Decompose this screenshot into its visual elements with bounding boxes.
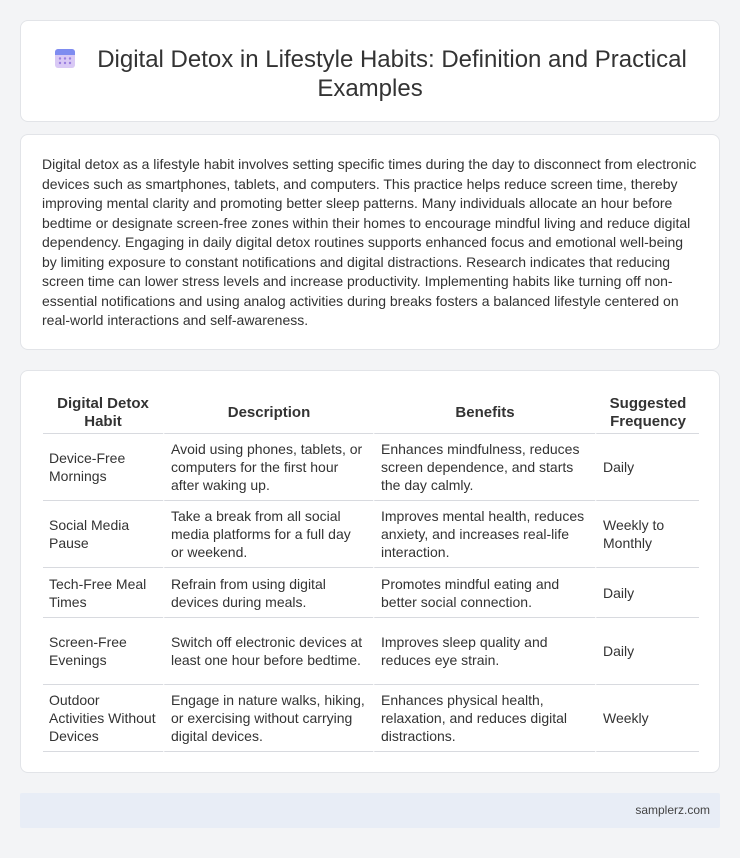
footer-brand: samplerz.com bbox=[635, 803, 710, 817]
cell-description: Switch off electronic devices at least one hour before bedtime. bbox=[163, 618, 373, 685]
page-title bbox=[41, 45, 699, 103]
header-benefits: Benefits bbox=[373, 393, 595, 434]
cell-frequency: Daily bbox=[595, 434, 699, 501]
header-card bbox=[20, 20, 720, 122]
header-habit: Digital Detox Habit bbox=[43, 393, 163, 434]
table-row bbox=[43, 685, 699, 752]
cell-habit: Outdoor Activities Without Devices bbox=[43, 685, 163, 752]
habits-table bbox=[43, 393, 699, 752]
calendar-icon bbox=[53, 46, 77, 70]
intro-card bbox=[20, 134, 720, 350]
intro-paragraph: Digital detox as a lifestyle habit involves setting specific times during the day to disconnect from electronic devices such as smartphones, tablets, and computers. This practice helps reduce screen time, thereby improving mental clarity and promoting better sleep patterns. Many individuals allocate an hour before bedtime or designate screen-free zones within their homes to encourage mindful living and reduce digital dependency. Engaging in daily digital detox routines supports enhanced focus and emotional well-being by limiting exposure to constant notifications and digital distractions. Research indicates that reducing screen time can lower stress levels and increase productivity. Implementing habits like turning off non-essential notifications and using analog activities during breaks fosters a balanced lifestyle centered on real-world interactions and self-awareness. bbox=[42, 156, 697, 328]
cell-habit: Tech-Free Meal Times bbox=[43, 568, 163, 618]
table-card bbox=[20, 370, 720, 773]
cell-description: Take a break from all social media platforms for a full day or weekend. bbox=[163, 501, 373, 568]
cell-description: Engage in nature walks, hiking, or exercising without carrying digital devices. bbox=[163, 685, 373, 752]
cell-habit: Screen-Free Evenings bbox=[43, 618, 163, 685]
page-header bbox=[21, 45, 719, 103]
table-row bbox=[43, 501, 699, 568]
cell-frequency: Weekly to Monthly bbox=[595, 501, 699, 568]
table-header-row bbox=[43, 393, 699, 434]
table-row bbox=[43, 568, 699, 618]
cell-habit: Social Media Pause bbox=[43, 501, 163, 568]
table-row bbox=[43, 618, 699, 685]
header-frequency: Suggested Frequency bbox=[595, 393, 699, 434]
cell-frequency: Weekly bbox=[595, 685, 699, 752]
header-description: Description bbox=[163, 393, 373, 434]
cell-habit: Device-Free Mornings bbox=[43, 434, 163, 501]
cell-benefits: Improves sleep quality and reduces eye strain. bbox=[373, 618, 595, 685]
cell-frequency: Daily bbox=[595, 568, 699, 618]
table-row bbox=[43, 434, 699, 501]
cell-description: Refrain from using digital devices during meals. bbox=[163, 568, 373, 618]
page-title-text: Digital Detox in Lifestyle Habits: Definition and Practical Examples bbox=[97, 46, 687, 102]
cell-benefits: Improves mental health, reduces anxiety, and increases real-life interaction. bbox=[373, 501, 595, 568]
cell-benefits: Promotes mindful eating and better social connection. bbox=[373, 568, 595, 618]
cell-description: Avoid using phones, tablets, or computers for the first hour after waking up. bbox=[163, 434, 373, 501]
footer-bar bbox=[20, 793, 720, 828]
cell-benefits: Enhances mindfulness, reduces screen dependence, and starts the day calmly. bbox=[373, 434, 595, 501]
cell-frequency: Daily bbox=[595, 618, 699, 685]
cell-benefits: Enhances physical health, relaxation, and reduces digital distractions. bbox=[373, 685, 595, 752]
